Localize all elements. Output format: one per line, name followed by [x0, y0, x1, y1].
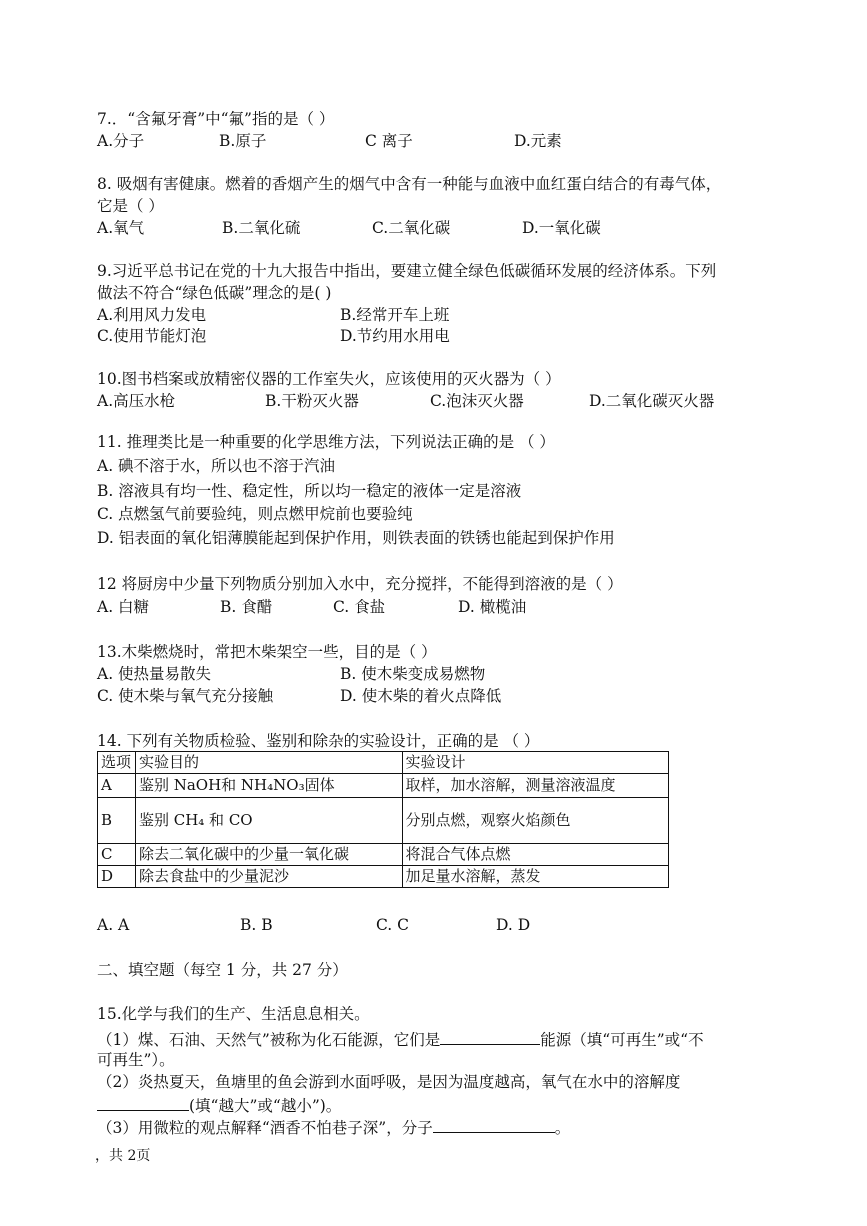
q15-stem: 15.化学与我们的生产、生活息息相关。	[97, 1005, 370, 1023]
q11-option-c: C. 点燃氢气前要验纯，则点燃甲烷前也要验纯	[97, 505, 413, 523]
q12-stem: 12 将厨房中少量下列物质分别加入水中，充分搅拌，不能得到溶液的是（ ）	[97, 575, 623, 593]
row-design: 取样，加水溶解，测量溶液温度	[402, 774, 669, 798]
q14-stem: 14. 下列有关物质检验、鉴别和除杂的实验设计，正确的是 （ ）	[97, 732, 540, 750]
q14-table	[97, 751, 669, 888]
answer-blank[interactable]	[97, 1094, 189, 1111]
page-footer: ，共 2页	[95, 1148, 151, 1164]
table-row	[98, 866, 669, 888]
table-header-row	[98, 752, 669, 774]
q11-option-a: A. 碘不溶于水，所以也不溶于汽油	[97, 457, 336, 475]
row-option: D	[98, 866, 136, 888]
q10-stem: 10.图书档案或放精密仪器的工作室失火，应该使用的灭火器为（ ）	[97, 370, 561, 388]
q9-stem-line1: 9.习近平总书记在党的十九大报告中指出，要建立健全绿色低碳循环发展的经济体系。下列	[97, 262, 717, 280]
q8-stem-line2: 它是（ ）	[97, 197, 164, 215]
q10-option-a: A.高压水枪	[97, 392, 176, 410]
q8-option-c: C.二氧化碳	[372, 219, 451, 237]
q14-option-a: A. A	[97, 916, 130, 934]
row-option: C	[98, 844, 136, 866]
q8-option-a: A.氧气	[97, 219, 145, 237]
q15-part3	[97, 1116, 570, 1138]
q9-stem-line2: 做法不符合“绿色低碳”理念的是( )	[97, 284, 332, 302]
q8-option-d: D.一氧化碳	[522, 219, 601, 237]
row-purpose: 鉴别 NaOH和 NH₄NO₃固体	[135, 774, 402, 798]
row-design: 将混合气体点燃	[402, 844, 669, 866]
section-heading: 二、填空题（每空 1 分，共 27 分）	[97, 961, 348, 979]
table-row	[98, 774, 669, 798]
q15-part2: （2）炎热夏天，鱼塘里的鱼会游到水面呼吸，是因为温度越高，氧气在水中的溶解度	[97, 1073, 681, 1091]
header-option: 选项	[98, 752, 136, 774]
row-design: 分别点燃，观察火焰颜色	[402, 798, 669, 844]
q15-part3-text-end: 。	[554, 1119, 571, 1137]
q12-option-c: C. 食盐	[333, 598, 386, 616]
q8-option-b: B.二氧化硫	[222, 219, 301, 237]
q14-option-d: D. D	[496, 916, 531, 934]
q15-part1-cont: 可再生”）。	[97, 1051, 175, 1069]
q7-option-a: A.分子	[97, 132, 145, 150]
q15-part2-text-end: (填“越大”或“越小”)。	[189, 1097, 342, 1115]
q12-option-b: B. 食醋	[220, 598, 273, 616]
q12-option-d: D. 橄榄油	[458, 598, 527, 616]
answer-blank[interactable]	[433, 1116, 555, 1133]
q7-option-d: D.元素	[514, 132, 562, 150]
q15-part1-text: （1）煤、石油、天然气”被称为化石能源，它们是	[97, 1031, 441, 1049]
q8-stem-line1: 8. 吸烟有害健康。燃着的香烟产生的烟气中含有一种能与血液中血红蛋白结合的有毒气体，	[97, 175, 722, 193]
q12-option-a: A. 白糖	[97, 598, 150, 616]
row-option: A	[98, 774, 136, 798]
q11-option-b: B. 溶液具有均一性、稳定性，所以均一稳定的液体一定是溶液	[97, 482, 522, 500]
q9-option-c: C.使用节能灯泡	[97, 327, 207, 345]
row-purpose: 除去二氧化碳中的少量一氧化碳	[135, 844, 402, 866]
q7-option-c: C 离子	[365, 132, 413, 150]
q15-part1-text-end: 能源（填“可再生”或“不	[540, 1031, 704, 1049]
q9-option-b: B.经常开车上班	[340, 306, 450, 324]
q13-option-c: C. 使木柴与氧气充分接触	[97, 687, 274, 705]
row-design: 加足量水溶解，蒸发	[402, 866, 669, 888]
table-row	[98, 844, 669, 866]
q11-stem: 11. 推理类比是一种重要的化学思维方法，下列说法正确的是 （ ）	[97, 433, 555, 451]
q9-option-d: D.节约用水用电	[340, 327, 450, 345]
q11-option-d: D. 铝表面的氧化铝薄膜能起到保护作用，则铁表面的铁锈也能起到保护作用	[97, 529, 615, 547]
q13-stem: 13.木柴燃烧时，常把木柴架空一些，目的是（ ）	[97, 643, 437, 661]
row-option: B	[98, 798, 136, 844]
q10-option-d: D.二氧化碳灭火器	[589, 392, 715, 410]
q14-option-b: B. B	[240, 916, 273, 934]
q9-option-a: A.利用风力发电	[97, 306, 207, 324]
q13-option-b: B. 使木柴变成易燃物	[340, 665, 486, 683]
q10-option-c: C.泡沫灭火器	[430, 392, 524, 410]
q14-option-c: C. C	[376, 916, 410, 934]
row-purpose: 除去食盐中的少量泥沙	[135, 866, 402, 888]
q7-stem: 7.．“含氟牙膏”中“氟”指的是（ ）	[97, 110, 335, 128]
header-purpose: 实验目的	[135, 752, 402, 774]
header-design: 实验设计	[402, 752, 669, 774]
table-row	[98, 798, 669, 844]
row-purpose: 鉴别 CH₄ 和 CO	[135, 798, 402, 844]
q15-part3-text: （3）用微粒的观点解释“酒香不怕巷子深”，分子	[97, 1119, 433, 1137]
q15-part2-cont	[97, 1094, 341, 1116]
q7-option-b: B.原子	[219, 132, 267, 150]
q15-part1	[97, 1028, 704, 1050]
q13-option-d: D. 使木柴的着火点降低	[340, 687, 502, 705]
answer-blank[interactable]	[440, 1028, 540, 1045]
q10-option-b: B.干粉灭火器	[265, 392, 359, 410]
q13-option-a: A. 使热量易散失	[97, 665, 212, 683]
